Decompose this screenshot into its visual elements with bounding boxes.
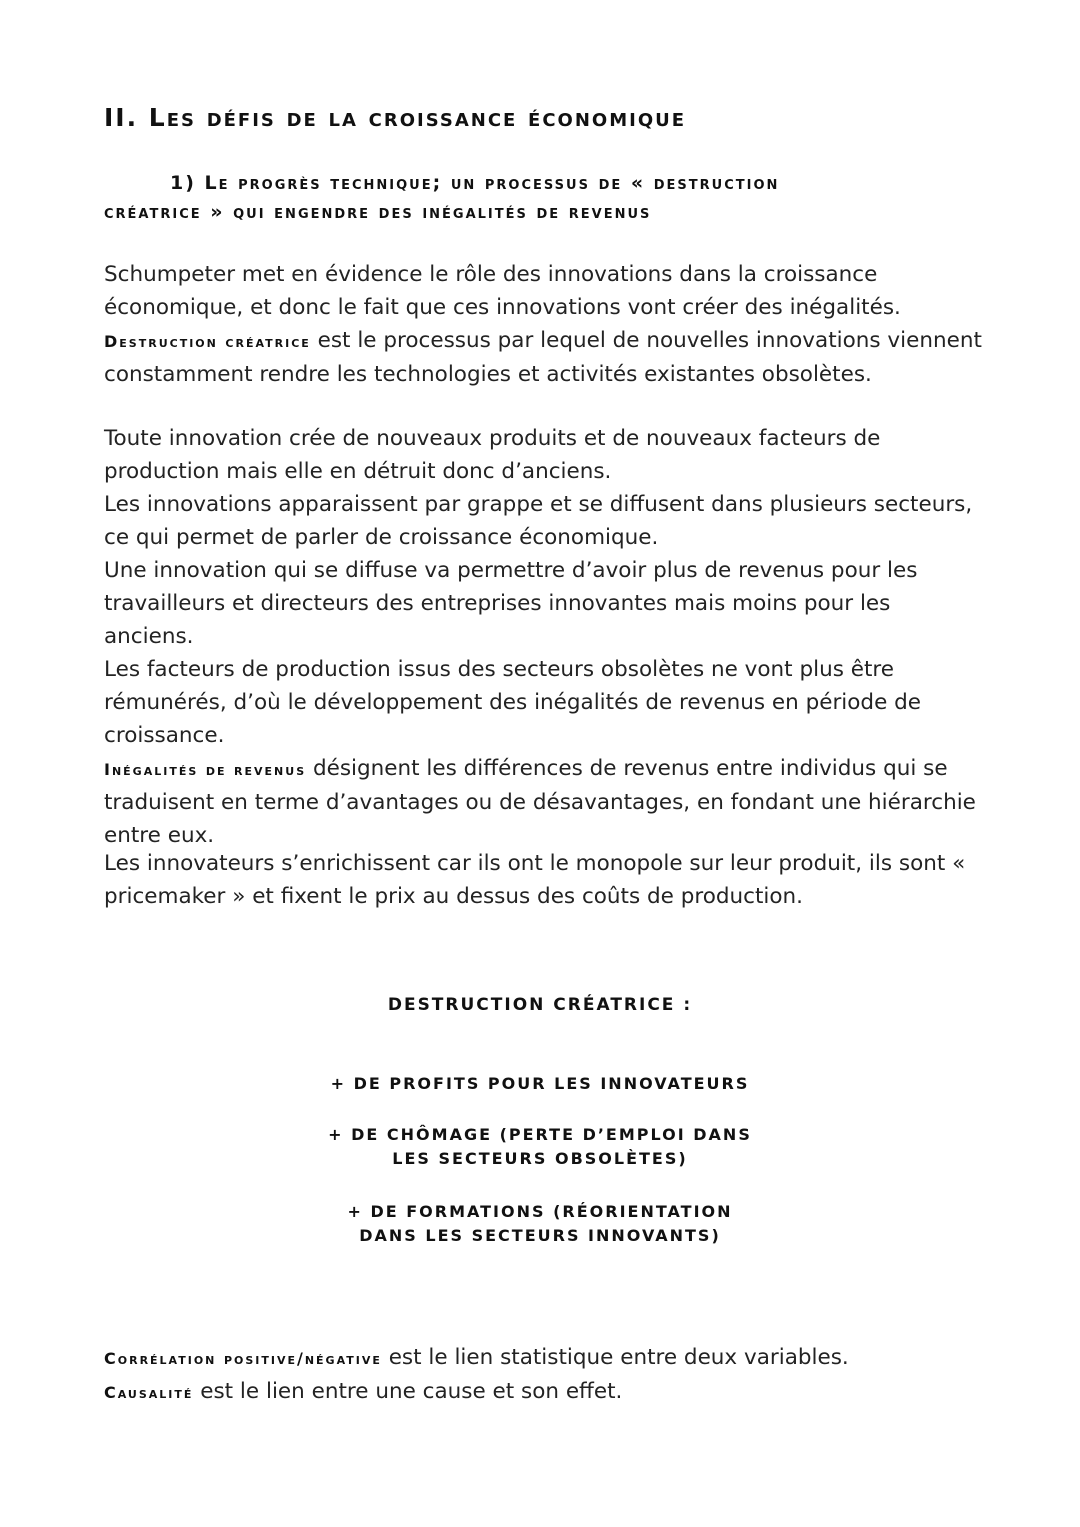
definition-term: Corrélation positive/négative — [104, 1349, 382, 1368]
definition-paragraph — [104, 1341, 984, 1375]
subsection-heading-part1: 1) Le progrès technique; un processus de « destruction — [170, 172, 780, 194]
definition-paragraph — [104, 1375, 984, 1409]
definition-term: Causalité — [104, 1383, 194, 1402]
definition-term: Inégalités de revenus — [104, 760, 307, 779]
definition-text: est le processus par lequel de nouvelles innovations viennent constamment rendre les technologies et activités existantes obsolètes. — [104, 328, 982, 387]
paragraph: Une innovation qui se diffuse va permettre d’avoir plus de revenus pour les travailleurs et directeurs des entreprises innovantes mais moins pour les anciens. — [104, 558, 918, 649]
subsection-heading-part2: créatrice » qui engendre des inégalités de revenus — [104, 201, 652, 223]
definition-text: est le lien statistique entre deux variables. — [381, 1345, 849, 1370]
paragraph: Schumpeter met en évidence le rôle des innovations dans la croissance économique, et donc le fait que ces innovations vont créer des inégalités. — [104, 262, 901, 320]
definition-term: Destruction créatrice — [104, 332, 311, 351]
subsection-heading — [104, 169, 994, 227]
paragraph-block-innovation — [104, 422, 984, 852]
paragraph: Les innovateurs s’enrichissent car ils ont le monopole sur leur produit, ils sont « pricemaker » et fixent le prix au dessus des coûts de production. — [104, 851, 966, 909]
paragraph: Les facteurs de production issus des secteurs obsolètes ne vont plus être rémunérés, d’où le développement des inégalités de revenus en période de croissance. — [104, 657, 922, 748]
summary-item-formations — [0, 1200, 1080, 1248]
summary-item-profits: + DE PROFITS POUR LES INNOVATEURS — [330, 1074, 750, 1093]
definition-text: désignent les différences de revenus entre individus qui se traduisent en terme d’avantages ou de désavantages, en fondant une hiérarchie entre eux. — [104, 756, 976, 848]
definition-text: est le lien entre une cause et son effet. — [193, 1379, 623, 1404]
definition-paragraph — [104, 324, 984, 391]
definitions-block — [104, 1341, 984, 1409]
paragraph-block-schumpeter — [104, 258, 984, 391]
paragraph-block-innovateurs — [104, 847, 984, 913]
summary-line: + DE FORMATIONS (RÉORIENTATION — [347, 1202, 733, 1221]
summary-item-chomage — [0, 1123, 1080, 1171]
section-heading: II. Les défis de la croissance économique — [104, 103, 687, 132]
summary-title: DESTRUCTION CRÉATRICE : — [387, 995, 693, 1015]
summary-line: DANS LES SECTEURS INNOVANTS) — [359, 1226, 721, 1245]
summary-line: + DE CHÔMAGE (PERTE D’EMPLOI DANS — [328, 1125, 752, 1144]
definition-paragraph — [104, 752, 984, 852]
paragraph: Toute innovation crée de nouveaux produits et de nouveaux facteurs de production mais elle en détruit donc d’anciens. — [104, 426, 881, 484]
summary-line: LES SECTEURS OBSOLÈTES) — [392, 1149, 688, 1168]
paragraph: Les innovations apparaissent par grappe et se diffusent dans plusieurs secteurs, ce qui permet de parler de croissance économique. — [104, 492, 973, 550]
